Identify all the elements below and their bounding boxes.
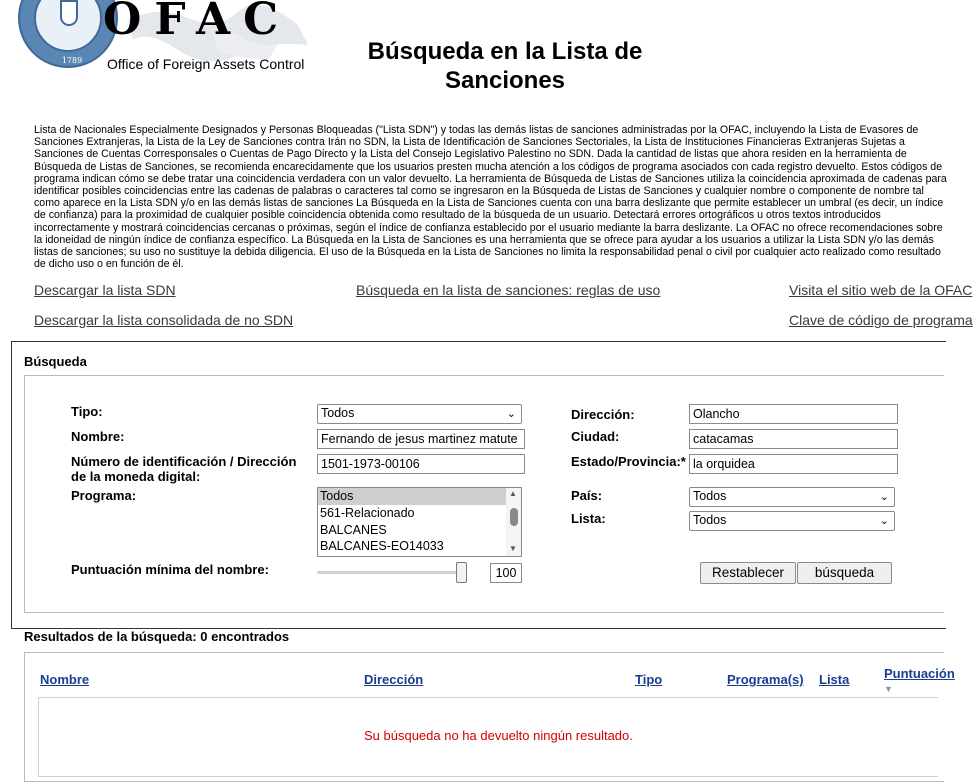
seal-year: 1789: [61, 56, 83, 65]
state-input[interactable]: la orquidea: [689, 454, 898, 474]
col-header-list[interactable]: Lista: [819, 672, 850, 687]
id-label-line-2: de la moneda digital:: [71, 469, 201, 484]
intro-line: Búsqueda de Listas de Sanciones, se recomienda encarecidamente que los usuarios presten mucha atención a los códigos de programa asociados con cada registro devuelto. Estos códigos de: [34, 160, 943, 173]
col-header-address[interactable]: Dirección: [364, 672, 424, 687]
results-title: Resultados de la búsqueda: 0 encontrados: [24, 629, 290, 644]
min-score-slider-handle[interactable]: [456, 562, 467, 583]
reset-button[interactable]: Restablecer: [700, 562, 796, 584]
col-header-programs[interactable]: Programa(s): [727, 672, 804, 687]
address-input[interactable]: Olancho: [689, 404, 898, 424]
program-option[interactable]: BALCANES-EO14033: [320, 539, 444, 554]
page-title: [300, 37, 710, 95]
search-button[interactable]: búsqueda: [797, 562, 892, 584]
search-section-title: Búsqueda: [24, 354, 87, 369]
address-label: Dirección:: [571, 407, 635, 422]
program-listbox[interactable]: [317, 487, 522, 557]
scrollbar-thumb[interactable]: [510, 508, 518, 526]
program-option[interactable]: 561-Relacionado: [320, 505, 415, 520]
scroll-up-arrow-icon[interactable]: ▲: [509, 489, 517, 498]
city-input[interactable]: catacamas: [689, 429, 898, 449]
intro-line: como aparece en la Lista SDN y/o en las demás listas de sanciones La Búsqueda en la Lista de Sanciones cuenta con una barra deslizante que permite establecer un umbral (es decir, un índice: [34, 197, 944, 210]
program-option-selected[interactable]: Todos: [318, 488, 521, 505]
list-select-value: Todos: [693, 513, 727, 527]
ofac-logo-text: OFAC: [103, 0, 292, 45]
chevron-down-icon: ⌄: [879, 515, 889, 527]
country-label: País:: [571, 488, 603, 503]
intro-line: de dicho uso o en función de él.: [34, 258, 184, 271]
col-header-type[interactable]: Tipo: [635, 672, 663, 687]
min-score-input[interactable]: 100: [490, 563, 522, 583]
intro-line: Lista de Nacionales Especialmente Designados y Personas Bloqueadas ("Lista SDN") y todas las demás listas de sanciones administradas por la OFAC, incluyendo la Lista de Evasores de: [34, 124, 919, 136]
list-select[interactable]: [689, 511, 895, 531]
country-select-value: Todos: [693, 489, 727, 503]
program-key-link[interactable]: Clave de código de programa: [789, 312, 973, 328]
intro-line: programa indican cómo se debe tratar una coincidencia verdadera con un valor devuelto. La herramienta de Búsqueda de Listas de Sanciones utiliza la coincidencia aproximada de cadenas para: [34, 172, 947, 185]
type-label: Tipo:: [71, 404, 103, 419]
chevron-down-icon: ⌄: [506, 408, 516, 420]
id-label: [71, 454, 296, 484]
chevron-down-icon: ⌄: [879, 491, 889, 503]
min-score-slider-track[interactable]: [317, 571, 467, 574]
id-input[interactable]: 1501-1973-00106: [317, 454, 525, 474]
download-sdn-link[interactable]: Descargar la lista SDN: [34, 282, 176, 298]
sort-down-icon[interactable]: ▼: [884, 684, 893, 694]
id-label-line-1: Número de identificación / Dirección: [71, 454, 297, 469]
intro-line: Sanciones Extranjeras, la Lista de la Ley de Sanciones contra Irán no SDN, la Lista de Identificación de Sanciones Sectoriales, la Lista de Instituciones Financieras Extranjeras Sujetas a: [34, 136, 905, 149]
visit-ofac-site-link[interactable]: Visita el sitio web de la OFAC: [789, 282, 973, 298]
type-select[interactable]: [317, 404, 522, 424]
page-title-line-2: Sanciones: [444, 67, 566, 94]
no-results-message: Su búsqueda no ha devuelto ningún resultado.: [364, 728, 633, 743]
min-score-label: Puntuación mínima del nombre:: [71, 562, 269, 577]
scroll-down-arrow-icon[interactable]: ▼: [509, 544, 517, 553]
type-select-value: Todos: [321, 406, 355, 420]
col-header-name[interactable]: Nombre: [40, 672, 90, 687]
intro-line: de confianza) para la proximidad de cualquier posible coincidencia obtenida como resultado de la búsqueda de un usuario. Detectará errores ortográficos u otros textos introducidos: [34, 209, 881, 222]
intro-line: la idoneidad de ningún índice de confianza específico. La Búsqueda en la Lista de Sanciones es una herramienta que se ofrece para ayudar a los usuarios a utilizar la Lista SDN y/o las demás: [34, 233, 934, 246]
name-input[interactable]: Fernando de jesus martinez matute: [317, 429, 525, 449]
page-title-line-1: Búsqueda en la Lista de: [367, 38, 643, 65]
col-header-score[interactable]: Puntuación: [884, 666, 955, 681]
intro-line: identificar posibles coincidencias entre las cadenas de palabras o caracteres tal como se ingresaron en la Búsqueda de Listas de Sanciones y cualquier nombre o componente de nombre tal: [34, 184, 924, 197]
program-option[interactable]: BALCANES: [320, 522, 387, 537]
intro-paragraph: [34, 124, 947, 271]
city-label: Ciudad:: [571, 429, 620, 444]
download-consolidated-link[interactable]: Descargar la lista consolidada de no SDN: [34, 312, 294, 328]
program-listbox-scrollbar[interactable]: [506, 488, 521, 556]
intro-line: Sanciones de Cuentas Corresponsales o Cuentas de Pago Directo y la Lista del Consejo Legislativo Palestino no SDN. Dada la cantidad de listas que ahora residen en la herramienta de: [34, 148, 907, 161]
program-label: Programa:: [71, 488, 137, 503]
ofac-logo-subtitle: Office of Foreign Assets Control: [107, 56, 305, 72]
intro-line: incorrectamente y mostrará coincidencias cercanas o próximas, según el índice de confianza establecido por el usuario mediante la barra deslizante. La OFAC no ofrece recomendaciones sobre: [34, 221, 943, 234]
name-label: Nombre:: [71, 429, 125, 444]
state-label: Estado/Provincia:*: [571, 454, 686, 469]
list-label: Lista:: [571, 511, 606, 526]
intro-line: listas de sanciones; su uso no sustituye la debida diligencia. El uso de la Búsqueda en la Lista de Sanciones no limita la responsabilidad penal o civil por cualquier acto realizado como resultado: [34, 245, 941, 258]
country-select[interactable]: [689, 487, 895, 507]
search-rules-link[interactable]: Búsqueda en la lista de sanciones: reglas de uso: [356, 282, 661, 298]
